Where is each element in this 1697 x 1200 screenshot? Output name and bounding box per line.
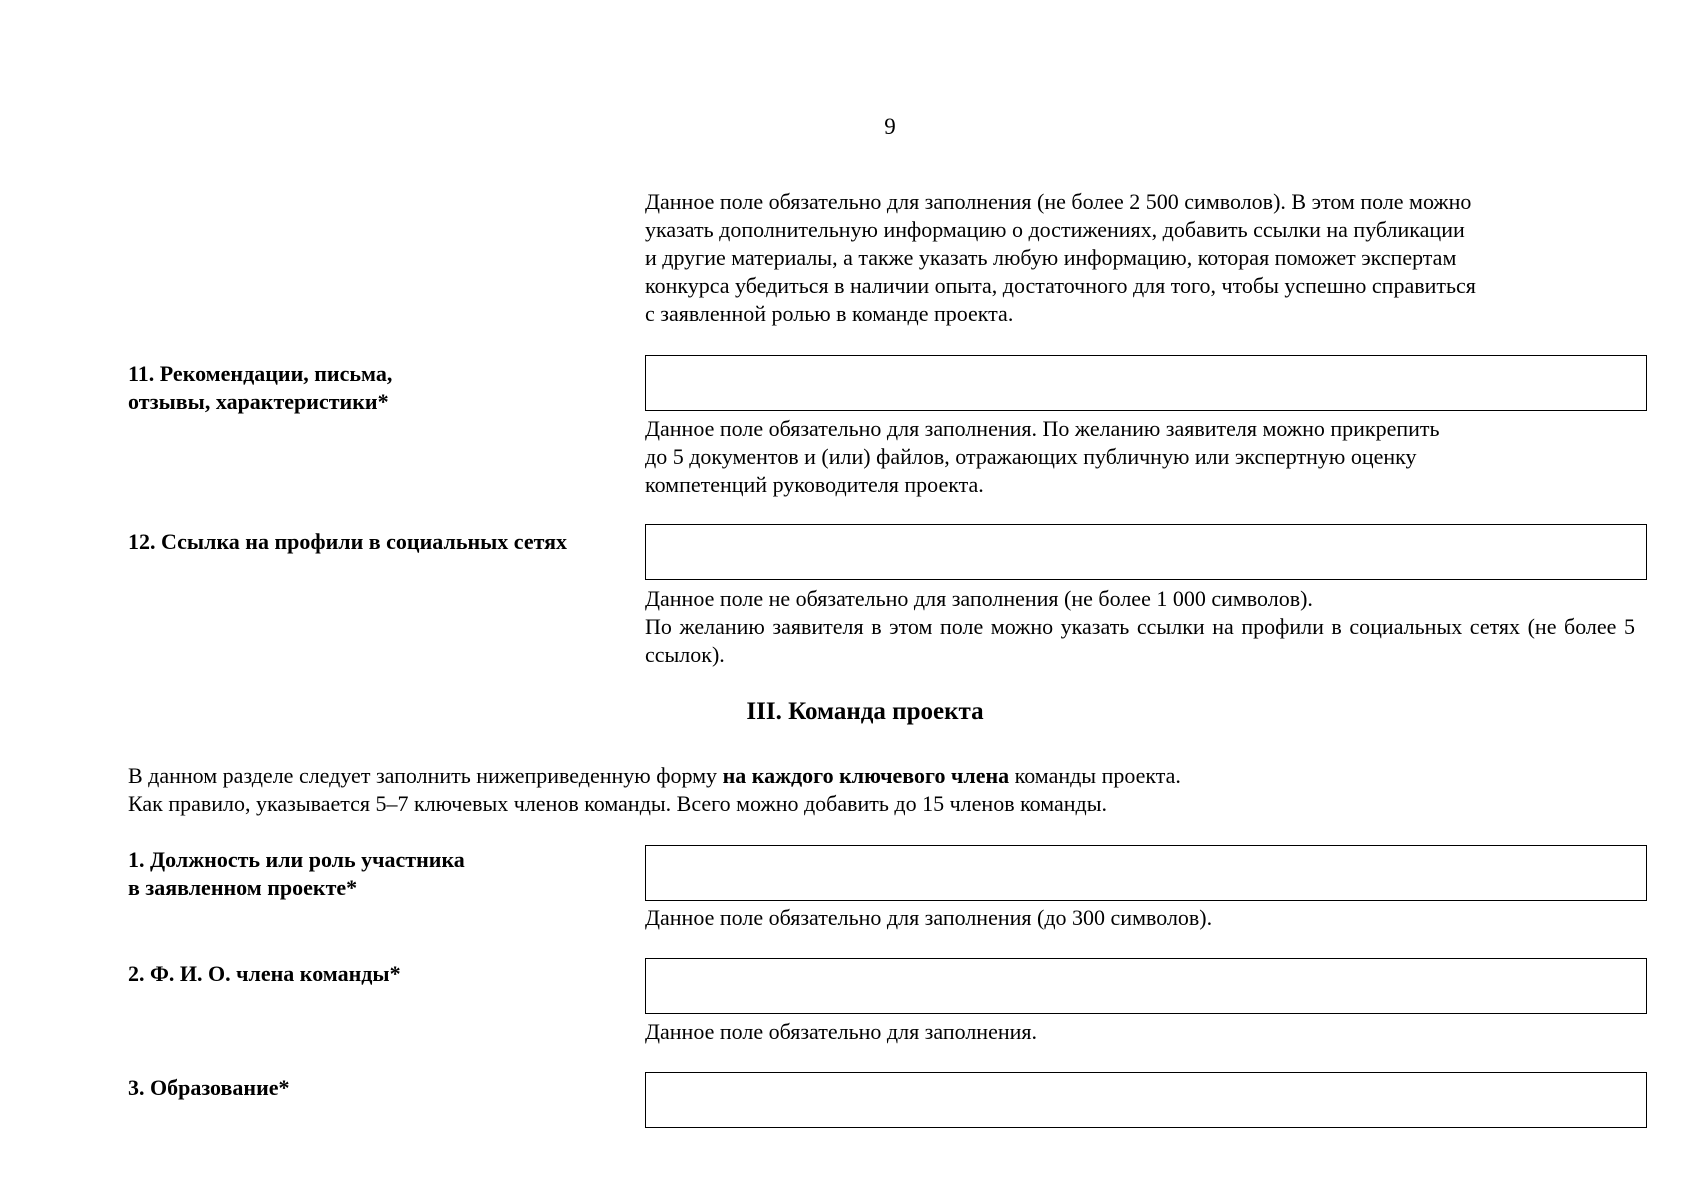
help-line: указать дополнительную информацию о достижениях, добавить ссылки на публикации	[645, 217, 1465, 242]
intro-bold-text: на каждого ключевого члена	[722, 763, 1010, 788]
social-profiles-label: 12. Ссылка на профили в социальных сетях	[128, 529, 568, 554]
help-line: до 5 документов и (или) файлов, отражающих публичную или экспертную оценку	[645, 444, 1417, 469]
intro-text: В данном разделе следует заполнить нижеприведенную форму	[128, 763, 723, 788]
education-label: 3. Образование*	[128, 1075, 290, 1100]
help-line: и другие материалы, а также указать любую информацию, которая поможет экспертам	[645, 245, 1457, 270]
prev-item-help	[645, 188, 1645, 328]
label-line: 11. Рекомендации, письма,	[128, 361, 393, 386]
team-role-label	[128, 846, 465, 902]
section-heading: III. Команда проекта	[746, 698, 984, 725]
social-profiles-help	[645, 585, 1645, 669]
recommendations-help	[645, 415, 1645, 499]
team-member-name-label: 2. Ф. И. О. члена команды*	[128, 961, 401, 986]
section-intro	[128, 762, 1628, 818]
team-role-help: Данное поле обязательно для заполнения (до 300 символов).	[645, 905, 1213, 930]
education-field[interactable]	[645, 1072, 1647, 1128]
help-line: Данное поле не обязательно для заполнения (не более 1 000 символов).	[645, 586, 1313, 611]
help-line: Данное поле обязательно для заполнения (не более 2 500 символов). В этом поле можно	[645, 189, 1472, 214]
help-line: Данное поле обязательно для заполнения. По желанию заявителя можно прикрепить	[645, 416, 1440, 441]
intro-line-1	[128, 762, 1628, 790]
label-line: 1. Должность или роль участника	[128, 847, 465, 872]
label-line: отзывы, характеристики*	[128, 389, 389, 414]
recommendations-label	[128, 360, 392, 416]
recommendations-field[interactable]	[645, 355, 1647, 411]
team-member-name-field[interactable]	[645, 958, 1647, 1014]
help-line: с заявленной ролью в команде проекта.	[645, 301, 1014, 326]
team-role-field[interactable]	[645, 845, 1647, 901]
label-line: в заявленном проекте*	[128, 875, 358, 900]
team-member-name-help: Данное поле обязательно для заполнения.	[645, 1019, 1038, 1044]
social-profiles-field[interactable]	[645, 524, 1647, 580]
page-number: 9	[884, 114, 896, 139]
help-line: конкурса убедиться в наличии опыта, достаточного для того, чтобы успешно справиться	[645, 273, 1476, 298]
intro-line-2: Как правило, указывается 5–7 ключевых членов команды. Всего можно добавить до 15 членов команды.	[128, 791, 1108, 816]
help-line: компетенций руководителя проекта.	[645, 472, 984, 497]
help-line: По желанию заявителя в этом поле можно указать ссылки на профили в социальных сетях (не более 5 ссылок).	[645, 614, 1635, 667]
intro-text: команды проекта.	[1009, 763, 1181, 788]
